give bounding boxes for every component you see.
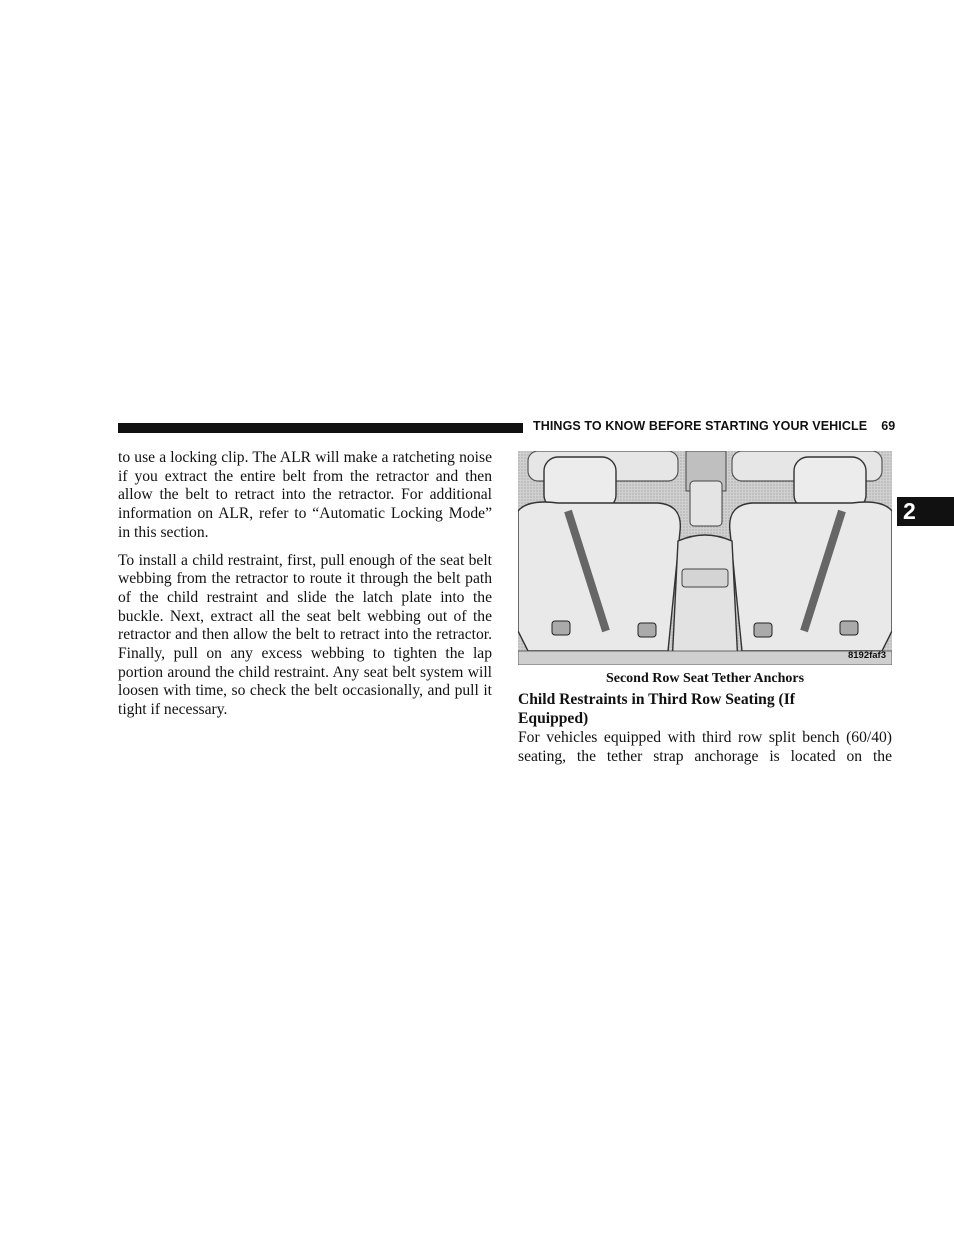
paragraph-third-row: For vehicles equipped with third row split bench (60/40) seating, the tether strap anchorage is located on the [518, 729, 892, 765]
figure-caption: Second Row Seat Tether Anchors [605, 671, 805, 686]
paragraph-locking-clip: to use a locking clip. The ALR will make a ratcheting noise if you extract the entire belt from the retractor and then allow the belt to retract into the retractor. For additional information on ALR, refer to “Automatic Locking Mode” in this section. [118, 449, 492, 541]
paragraph-install-child-restraint: To install a child restraint, first, pull enough of the seat belt webbing from the retractor to route it through the belt path of the child restraint and slide the latch plate into the buckle. Next, extract all the seat belt webbing out of the retractor and then allow the belt to retract into the retractor. Finally, pull on any excess webbing to tighten the lap portion around the child restraint. Any seat belt system will loosen with time, so check the belt occasionally, and pull it tight if necessary. [118, 551, 492, 719]
rear-seats-drawing [518, 451, 892, 665]
section-heading: Child Restraints in Third Row Seating (If Equipped) [518, 691, 795, 727]
header-rule [118, 423, 523, 433]
left-column [118, 449, 492, 729]
page-number: 69 [881, 419, 896, 433]
running-header [533, 419, 896, 433]
header-title: THINGS TO KNOW BEFORE STARTING YOUR VEHICLE [533, 419, 868, 433]
chapter-tab: 2 [897, 497, 954, 526]
seat-tether-illustration [518, 451, 892, 665]
figure-code: 8192faf3 [847, 650, 886, 661]
